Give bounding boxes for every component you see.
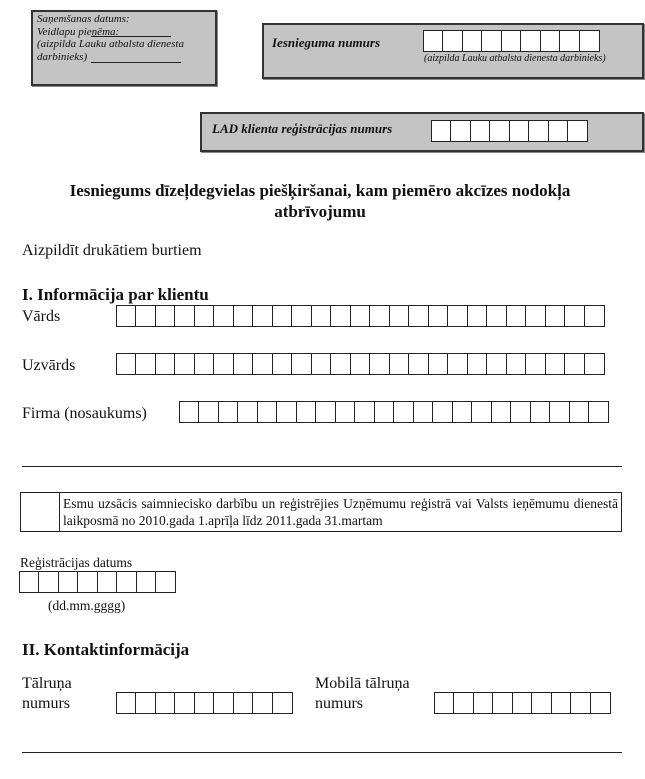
character-box[interactable] — [174, 353, 195, 375]
character-box[interactable] — [311, 305, 332, 327]
registration-date-label: Reģistrācijas datums — [20, 555, 133, 570]
company-label: Firma (nosaukums) — [22, 405, 147, 422]
character-box[interactable] — [179, 401, 200, 423]
lad-client-number-label: LAD klienta reģistrācijas numurs — [212, 121, 393, 136]
character-box[interactable] — [77, 571, 98, 593]
character-box[interactable] — [408, 353, 429, 375]
character-box[interactable] — [510, 401, 531, 423]
application-number-label: Iesnieguma numurs — [272, 35, 381, 50]
character-box[interactable] — [330, 305, 351, 327]
character-box[interactable] — [584, 353, 605, 375]
character-box[interactable] — [218, 401, 239, 423]
character-box[interactable] — [545, 353, 566, 375]
character-box[interactable] — [335, 401, 356, 423]
character-box[interactable] — [408, 305, 429, 327]
character-box[interactable] — [447, 305, 468, 327]
phone-label — [22, 674, 72, 714]
section1-heading: I. Informācija par klientu — [22, 285, 209, 304]
registration-date-format: (dd.mm.gggg) — [48, 598, 126, 613]
character-box[interactable] — [136, 571, 157, 593]
character-box[interactable] — [569, 401, 590, 423]
received-date-label: Saņemšanas datums: — [37, 13, 130, 25]
first-name-boxes[interactable] — [117, 305, 605, 327]
character-box[interactable] — [350, 305, 371, 327]
character-box[interactable] — [389, 353, 410, 375]
character-box[interactable] — [174, 305, 195, 327]
character-box[interactable] — [311, 353, 332, 375]
character-box[interactable] — [116, 692, 137, 714]
character-box[interactable] — [584, 305, 605, 327]
character-box[interactable] — [428, 305, 449, 327]
character-box[interactable] — [434, 692, 455, 714]
character-box[interactable] — [559, 30, 580, 52]
character-box[interactable] — [97, 571, 118, 593]
character-box[interactable] — [462, 30, 483, 52]
character-box[interactable] — [442, 30, 463, 52]
character-box[interactable] — [452, 401, 473, 423]
character-box[interactable] — [198, 401, 219, 423]
character-box[interactable] — [354, 401, 375, 423]
application-number-boxes[interactable] — [424, 30, 600, 52]
character-box[interactable] — [393, 401, 414, 423]
application-number-box — [262, 23, 644, 79]
character-box[interactable] — [588, 401, 609, 423]
character-box[interactable] — [116, 353, 137, 375]
character-box[interactable] — [155, 353, 176, 375]
character-box[interactable] — [272, 692, 293, 714]
mobile-label-line1: Mobilā tālruņa — [315, 675, 410, 692]
character-box[interactable] — [135, 692, 156, 714]
character-box[interactable] — [548, 120, 569, 142]
character-box[interactable] — [590, 692, 611, 714]
character-box[interactable] — [174, 692, 195, 714]
phone-label-line2: numurs — [22, 695, 70, 712]
office-note: (aizpilda Lauku atbalsta dienesta darbinieks) — [37, 38, 184, 63]
character-box[interactable] — [389, 305, 410, 327]
character-box[interactable] — [431, 120, 452, 142]
registration-date-boxes[interactable] — [20, 571, 176, 593]
first-name-label: Vārds — [22, 308, 61, 325]
character-box[interactable] — [252, 692, 273, 714]
character-box[interactable] — [481, 30, 502, 52]
character-box[interactable] — [447, 353, 468, 375]
character-box[interactable] — [233, 305, 254, 327]
mobile-label — [315, 674, 410, 714]
declaration-row — [20, 492, 622, 532]
character-box[interactable] — [491, 401, 512, 423]
character-box[interactable] — [194, 692, 215, 714]
character-box[interactable] — [369, 353, 390, 375]
character-box[interactable] — [252, 353, 273, 375]
character-box[interactable] — [549, 401, 570, 423]
character-box[interactable] — [432, 401, 453, 423]
character-box[interactable] — [135, 305, 156, 327]
character-box[interactable] — [509, 120, 530, 142]
character-box[interactable] — [492, 692, 513, 714]
character-box[interactable] — [291, 305, 312, 327]
character-box[interactable] — [233, 692, 254, 714]
character-box[interactable] — [486, 353, 507, 375]
phone-boxes[interactable] — [117, 692, 293, 714]
character-box[interactable] — [520, 30, 541, 52]
character-box[interactable] — [19, 571, 40, 593]
character-box[interactable] — [194, 353, 215, 375]
character-box[interactable] — [551, 692, 572, 714]
last-name-boxes[interactable] — [117, 353, 605, 375]
character-box[interactable] — [428, 353, 449, 375]
character-box[interactable] — [530, 401, 551, 423]
character-box[interactable] — [194, 305, 215, 327]
character-box[interactable] — [272, 353, 293, 375]
character-box[interactable] — [486, 305, 507, 327]
character-box[interactable] — [116, 571, 137, 593]
character-box[interactable] — [213, 692, 234, 714]
instruction: Aizpildīt drukātiem burtiem — [22, 242, 202, 259]
character-box[interactable] — [116, 305, 137, 327]
lad-client-number-boxes[interactable] — [432, 120, 588, 142]
character-box[interactable] — [423, 30, 444, 52]
character-box[interactable] — [467, 305, 488, 327]
divider-bottom — [22, 752, 622, 753]
character-box[interactable] — [564, 305, 585, 327]
mobile-label-line2: numurs — [315, 695, 363, 712]
character-box[interactable] — [413, 401, 434, 423]
character-box[interactable] — [564, 353, 585, 375]
character-box[interactable] — [473, 692, 494, 714]
mobile-boxes[interactable] — [435, 692, 611, 714]
character-box[interactable] — [579, 30, 600, 52]
phone-label-line1: Tālruņa — [22, 675, 72, 692]
character-box[interactable] — [450, 120, 471, 142]
character-box[interactable] — [471, 401, 492, 423]
character-box[interactable] — [369, 305, 390, 327]
character-box[interactable] — [506, 353, 527, 375]
last-name-label: Uzvārds — [22, 357, 76, 374]
character-box[interactable] — [276, 401, 297, 423]
character-box[interactable] — [350, 353, 371, 375]
character-box[interactable] — [506, 305, 527, 327]
character-box[interactable] — [252, 305, 273, 327]
character-box[interactable] — [213, 305, 234, 327]
page-title: Iesniegums dīzeļdegvielas piešķiršanai, kam piemēro akcīzes nodokļa atbrīvojumu — [69, 181, 571, 221]
declaration-text: Esmu uzsācis saimniecisko darbību un reģistrējies Uzņēmumu reģistrā vai Valsts ieņēmumu dienestā laikposmā no 2010.gada 1.aprīļa līdz 2011.gada 31.martam — [63, 496, 618, 528]
character-box[interactable] — [453, 692, 474, 714]
office-use-box — [31, 10, 217, 86]
character-box[interactable] — [531, 692, 552, 714]
character-box[interactable] — [374, 401, 395, 423]
character-box[interactable] — [38, 571, 59, 593]
character-box[interactable] — [237, 401, 258, 423]
character-box[interactable] — [155, 571, 176, 593]
character-box[interactable] — [155, 305, 176, 327]
character-box[interactable] — [58, 571, 79, 593]
character-box[interactable] — [570, 692, 591, 714]
character-box[interactable] — [155, 692, 176, 714]
character-box[interactable] — [470, 120, 491, 142]
character-box[interactable] — [501, 30, 522, 52]
lad-client-number-box — [200, 112, 644, 152]
character-box[interactable] — [315, 401, 336, 423]
character-box[interactable] — [512, 692, 533, 714]
section2-heading: II. Kontaktinformācija — [22, 640, 190, 659]
character-box[interactable] — [272, 305, 293, 327]
character-box[interactable] — [213, 353, 234, 375]
character-box[interactable] — [528, 120, 549, 142]
character-box[interactable] — [525, 305, 546, 327]
character-box[interactable] — [291, 353, 312, 375]
character-box[interactable] — [233, 353, 254, 375]
form-accepted-label: Veidlapu pieņēma: — [37, 25, 120, 38]
character-box[interactable] — [540, 30, 561, 52]
character-box[interactable] — [296, 401, 317, 423]
character-box[interactable] — [257, 401, 278, 423]
character-box[interactable] — [567, 120, 588, 142]
divider — [22, 466, 622, 467]
character-box[interactable] — [489, 120, 510, 142]
character-box[interactable] — [330, 353, 351, 375]
declaration-checkbox[interactable] — [21, 493, 60, 531]
character-box[interactable] — [525, 353, 546, 375]
company-boxes[interactable] — [180, 401, 609, 423]
character-box[interactable] — [135, 353, 156, 375]
application-number-note: (aizpilda Lauku atbalsta dienesta darbinieks) — [424, 53, 606, 64]
character-box[interactable] — [545, 305, 566, 327]
character-box[interactable] — [467, 353, 488, 375]
